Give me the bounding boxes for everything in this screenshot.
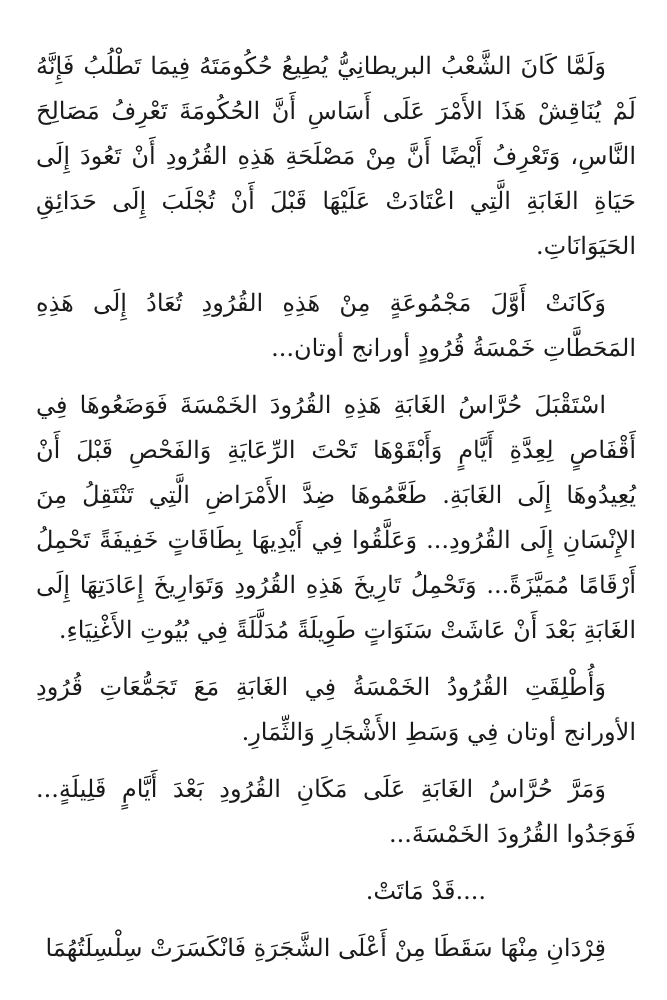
paragraph-4: وَأُطْلِقَتِ القُرُودُ الخَمْسَةُ فِي الغَابَةِ مَعَ تَجَمُّعَاتِ قُرُودِ الأورانج أوتان فِي وَسَطِ الأَشْجَارِ وَالثِّمَارِ.	[36, 673, 636, 746]
paragraph-1: وَلَمَّا كَانَ الشَّعْبُ البريطانِيُّ يُطِيعُ حُكُومَتَهُ فِيمَا تَطْلُبُ فَإِنَّهُ لَمْ يُنَاقِشْ هَذَا الأَمْرَ عَلَى أَسَاسِ أَنَّ الحُكُومَةَ تَعْرِفُ مَصَالِحَ النَّاسِ، وَتَعْرِفُ أَيْضًا أَنَّ مِنْ مَصْلَحَةِ هَذِهِ القُرُودِ أَنْ تَعُودَ إِلَى حَيَاةِ الغَابَةِ الَّتِي اعْتَادَتْ عَلَيْهَا قَبْلَ أَنْ تُجْلَبَ إِلَى حَدَائِقِ الحَيَوَانَاتِ.	[36, 52, 636, 260]
story-page	[36, 44, 636, 983]
paragraph-3: اسْتَقْبَلَ حُرَّاسُ الغَابَةِ هَذِهِ القُرُودَ الخَمْسَةَ فَوَضَعُوهَا فِي أَقْفَاصٍ لِعِدَّةِ أَيَّامٍ وَأَبْقَوْهَا تَحْتَ الرِّعَايَةِ وَالفَحْصِ قَبْلَ أَنْ يُعِيدُوهَا إِلَى الغَابَةِ. طَعَّمُوهَا ضِدَّ الأَمْرَاضِ الَّتِي تَنْتَقِلُ مِنَ الإِنْسَانِ إِلَى القُرُودِ... وَعَلَّقُوا فِي أَيْدِيهَا بِطَاقَاتٍ خَفِيفَةً تَحْمِلُ أَرْقَامًا مُمَيَّزَةً... وَتَحْمِلُ تَارِيخَ هَذِهِ القُرُودِ وَتَوَارِيخَ إِعَادَتِهَا إِلَى الغَابَةِ بَعْدَ أَنْ عَاشَتْ سَنَوَاتٍ طَوِيلَةً مُدَلَّلَةً فِي بُيُوتِ الأَغْنِيَاءِ.	[36, 391, 636, 644]
paragraph-5: وَمَرَّ حُرَّاسُ الغَابَةِ عَلَى مَكَانِ القُرُودِ بَعْدَ أَيَّامٍ قَلِيلَةٍ... فَوَجَدُوا القُرُودَ الخَمْسَةَ...	[36, 775, 636, 848]
paragraph-7: قِرْدَانِ مِنْهَا سَقَطَا مِنْ أَعْلَى الشَّجَرَةِ فَانْكَسَرَتْ سِلْسِلَتُهُمَا	[45, 934, 606, 962]
paragraph-6: ....قَدْ مَاتَتْ.	[365, 877, 486, 905]
paragraph-2: وَكَانَتْ أَوَّلَ مَجْمُوعَةٍ مِنْ هَذِهِ القُرُودِ تُعَادُ إِلَى هَذِهِ المَحَطَّاتِ خَمْسَةُ قُرُودٍ أورانج أوتان...	[36, 289, 636, 362]
